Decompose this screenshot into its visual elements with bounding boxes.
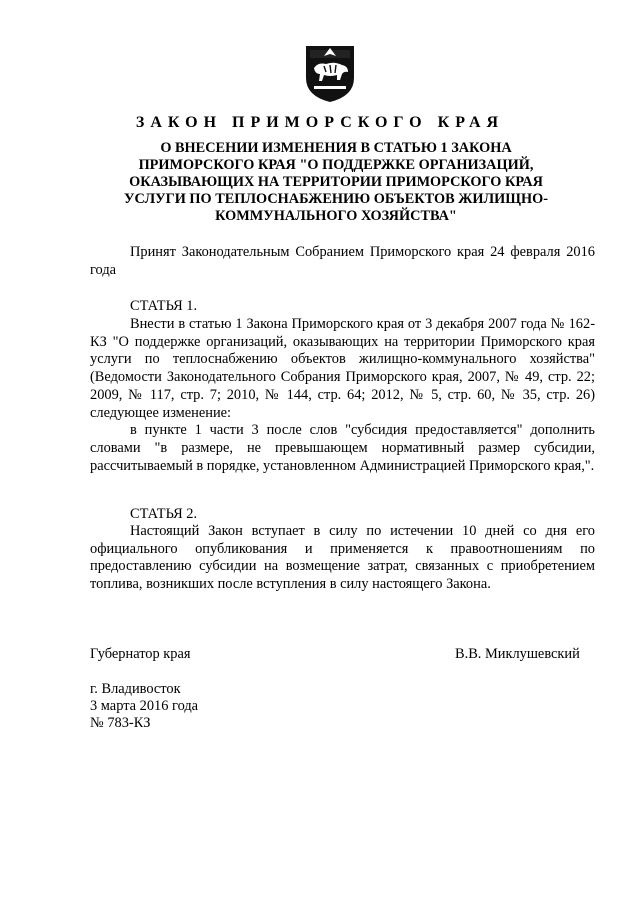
law-subtitle: О ВНЕСЕНИИ ИЗМЕНЕНИЯ В СТАТЬЮ 1 ЗАКОНА ПРИМОРСКОГО КРАЯ "О ПОДДЕРЖКЕ ОРГАНИЗАЦИЙ, ОКАЗЫВАЮЩИХ НА ТЕРРИТОРИИ ПРИМОРСКОГО КРАЯ УСЛУГИ ПО ТЕПЛОСНАБЖЕНИЮ ОБЪЕКТОВ ЖИЛИЩНО-КОММУНАЛЬНОГО ХОЗЯЙСТВА" <box>124 140 548 224</box>
signature-position: Губернатор края <box>90 646 191 662</box>
article-2-paragraph-1: Настоящий Закон вступает в силу по истечении 10 дней со дня его официального опубликования и применяется к правоотношениям по предоставлению субсидии на возмещение затрат, связанных с приобретением топлива, возникших после вступления в силу настоящего Закона. <box>90 523 595 593</box>
footer-date: 3 марта 2016 года <box>90 698 199 714</box>
footer-number: № 783-КЗ <box>90 715 151 731</box>
coat-of-arms-tiger-icon <box>304 44 356 104</box>
article-2-body <box>90 523 595 594</box>
article-1-heading: СТАТЬЯ 1. <box>130 298 198 314</box>
article-2-heading: СТАТЬЯ 2. <box>130 506 198 522</box>
adoption-text: Принят Законодательным Собранием Приморского края 24 февраля 2016 года <box>90 244 595 278</box>
footer-city: г. Владивосток <box>90 681 181 697</box>
signature-name: В.В. Миклушевский <box>455 646 580 662</box>
law-title: ЗАКОН ПРИМОРСКОГО КРАЯ <box>135 114 505 131</box>
article-1-paragraph-2: в пункте 1 части 3 после слов "субсидия предоставляется" дополнить словами "в размере, не превышающем нормативный размер субсидии, рассчитываемый в порядке, установленном Администрацией Приморского края,". <box>90 422 595 474</box>
article-1-body <box>90 316 595 475</box>
adoption-note <box>90 244 595 279</box>
article-1-paragraph-1: Внести в статью 1 Закона Приморского края от 3 декабря 2007 года № 162-КЗ "О поддержке организаций, оказывающих на территории Приморского края услуги по теплоснабжению объектов жилищно-коммунального хозяйства" (Ведомости Законодательного Собрания Приморского края, 2007, № 49, стр. 22; 2009, № 117, стр. 7; 2010, № 144, стр. 64; 2012, № 5, стр. 60, № 35, стр. 26) следующее изменение: <box>90 316 595 421</box>
